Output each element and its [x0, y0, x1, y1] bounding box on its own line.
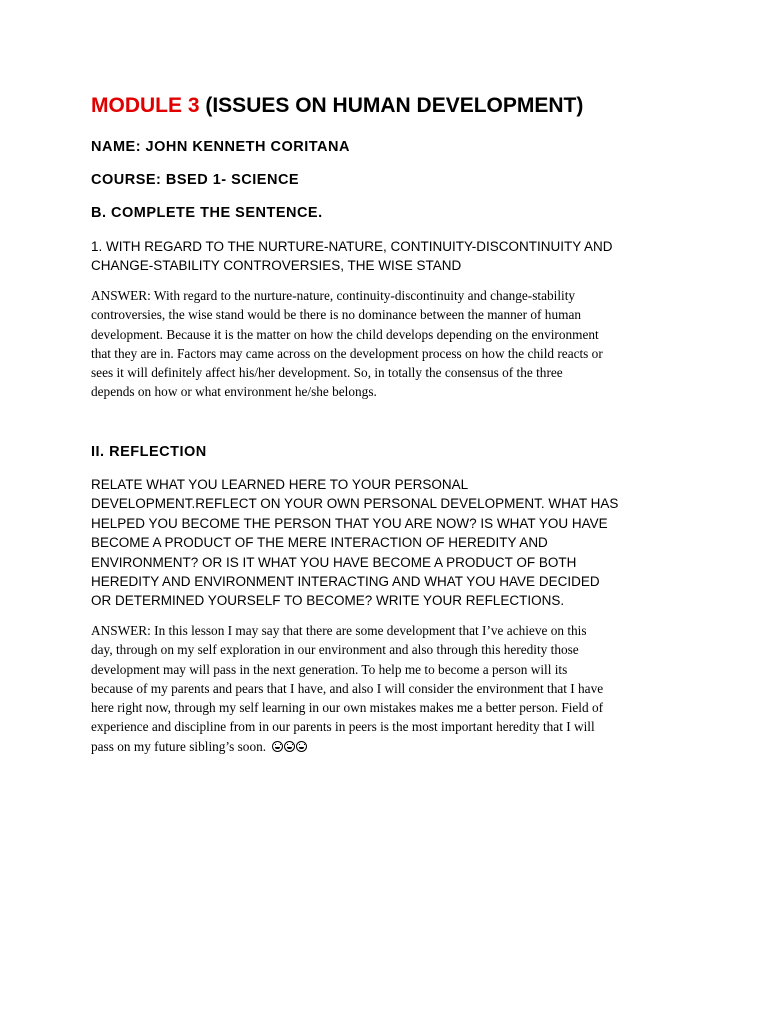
module-number: MODULE 3 — [91, 94, 200, 117]
reflection-prompt-line: BECOME A PRODUCT OF THE MERE INTERACTION OF HEREDITY AND — [91, 535, 548, 551]
answer-2-line: day, through on my self exploration in our environment and also through this heredity those — [91, 642, 579, 658]
answer-2-line: experience and discipline from in our parents in peers is the most important heredity that I will — [91, 719, 595, 735]
reflection-prompt-line: HEREDITY AND ENVIRONMENT INTERACTING AND WHAT YOU HAVE DECIDED — [91, 574, 600, 590]
section-b-heading: B. COMPLETE THE SENTENCE. — [91, 205, 323, 221]
answer-2-line: development may will pass in the next generation. To help me to become a person will its — [91, 661, 568, 677]
answer-1 — [91, 286, 681, 402]
student-course: COURSE: BSED 1- SCIENCE — [91, 172, 300, 188]
answer-2-line: ANSWER: In this lesson I may say that there are some development that I’ve achieve on this — [91, 623, 587, 638]
reflection-prompt-line: ENVIRONMENT? OR IS IT WHAT YOU HAVE BECOME A PRODUCT OF BOTH — [91, 554, 577, 570]
section-ii-heading: II. REFLECTION — [91, 444, 207, 460]
grinning-face-icon — [272, 741, 283, 752]
answer-1-line: sees it will definitely affect his/her development. So, in totally the consensus of the three — [91, 365, 563, 381]
answer-2-last-line — [91, 737, 681, 756]
grinning-face-icon — [284, 741, 295, 752]
student-name: NAME: JOHN KENNETH CORITANA — [91, 139, 350, 155]
answer-1-line: controversies, the wise stand would be there is no dominance between the manner of human — [91, 307, 581, 323]
grinning-face-icon — [296, 741, 307, 752]
reflection-prompt-line: HELPED YOU BECOME THE PERSON THAT YOU ARE NOW? IS WHAT YOU HAVE — [91, 515, 608, 531]
answer-2-line: here right now, through my self learning in our own mistakes makes me a better person. Field of — [91, 700, 604, 716]
module-title: (ISSUES ON HUMAN DEVELOPMENT) — [199, 94, 584, 117]
answer-2-line: pass on my future sibling’s soon. — [91, 738, 267, 754]
answer-1-line: development. Because it is the matter on how the child develops depending on the environment — [91, 326, 599, 342]
answer-2-line: because of my parents and pears that I have, and also I will consider the environment that I have — [91, 680, 604, 696]
question-1 — [91, 237, 681, 276]
reflection-prompt — [91, 475, 681, 611]
reflection-prompt-line: RELATE WHAT YOU LEARNED HERE TO YOUR PERSONAL — [91, 477, 469, 492]
reflection-prompt-line: OR DETERMINED YOURSELF TO BECOME? WRITE YOUR REFLECTIONS. — [91, 593, 565, 609]
emoji-group — [272, 737, 308, 756]
reflection-prompt-line: DEVELOPMENT.REFLECT ON YOUR OWN PERSONAL DEVELOPMENT. WHAT HAS — [91, 496, 619, 512]
answer-1-line: depends on how or what environment he/she belongs. — [91, 384, 377, 400]
answer-1-line: that they are in. Factors may came across on the development process on how the child reacts or — [91, 345, 603, 361]
page-title — [91, 94, 583, 118]
answer-2 — [91, 621, 681, 756]
answer-1-line: ANSWER: With regard to the nurture-nature, continuity-discontinuity and change-stability — [91, 288, 576, 303]
question-1-line: CHANGE-STABILITY CONTROVERSIES, THE WISE STAND — [91, 258, 462, 274]
question-1-line: 1. WITH REGARD TO THE NURTURE-NATURE, CONTINUITY-DISCONTINUITY AND — [91, 239, 613, 254]
